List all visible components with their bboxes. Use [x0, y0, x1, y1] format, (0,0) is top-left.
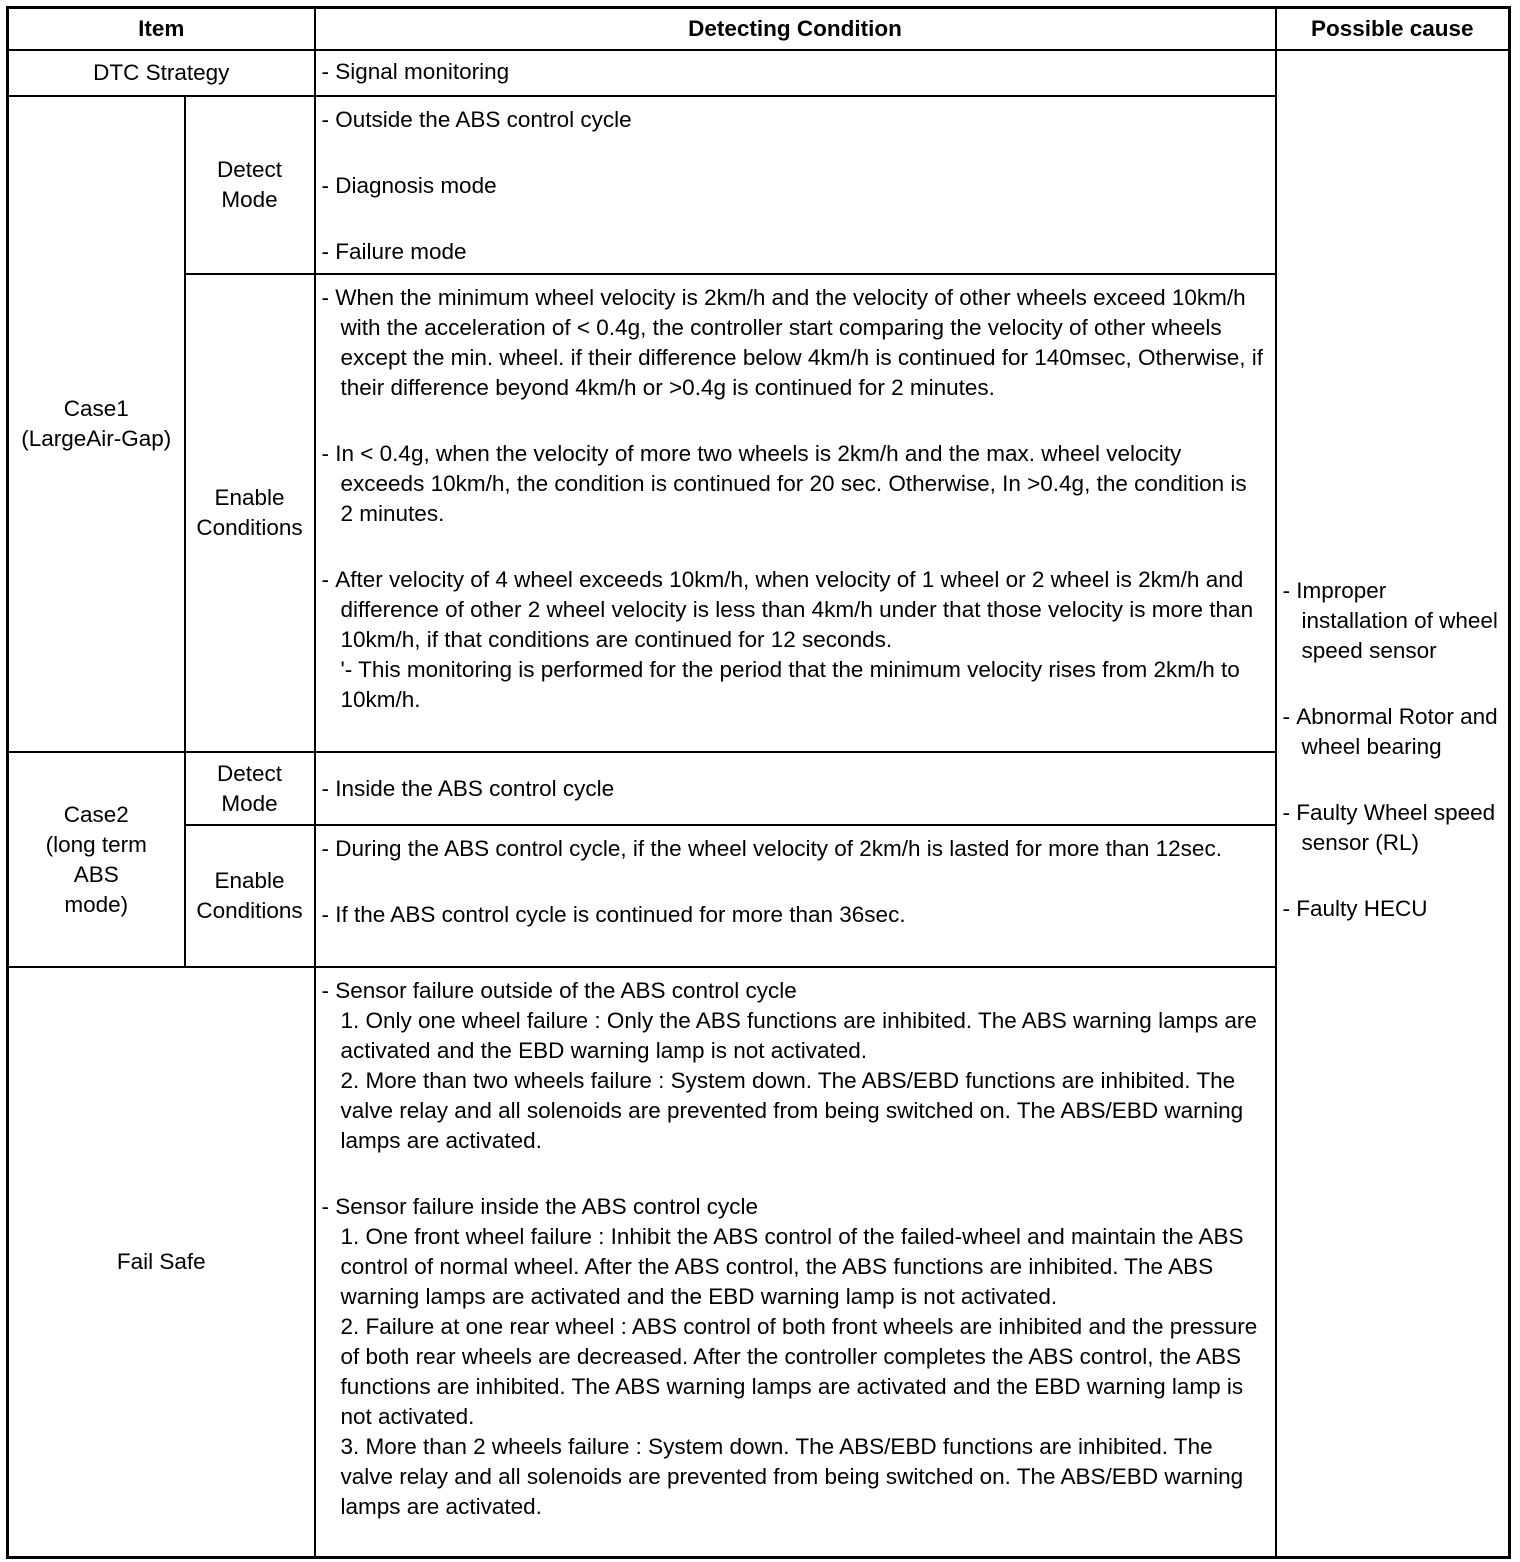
case2-detect-mode-label: Detect Mode [185, 752, 315, 825]
case2-enable-conditions [315, 825, 1276, 967]
fail-safe-conditions [315, 967, 1276, 1557]
condition-item: - After velocity of 4 wheel exceeds 10km/h, when velocity of 1 wheel or 2 wheel is 2km/h and difference of other 2 wheel velocity is less than 4km/h under that those velocity is more than 10km/h, if that conditions are continued for 12 seconds. [321, 567, 1254, 652]
cause-item: - Abnormal Rotor and wheel bearing [1282, 704, 1498, 759]
condition-item: - During the ABS control cycle, if the wheel velocity of 2km/h is lasted for more than 12sec. [321, 836, 1222, 861]
header-row [8, 8, 1510, 51]
case2-label: Case2 (long term ABS mode) [8, 752, 185, 967]
case1-detect-mode [315, 96, 1276, 274]
possible-cause-cell [1276, 50, 1510, 1557]
fail-safe-step: 1. One front wheel failure : Inhibit the ABS control of the failed-wheel and maintain the ABS control of normal wheel. After the ABS control, the ABS functions are inhibited. The ABS warning lamps are activated and the EBD warning lamp is not activated. [340, 1224, 1244, 1309]
cause-item: - Improper installation of wheel speed sensor [1282, 578, 1498, 663]
case1-enable-conditions [315, 274, 1276, 752]
cause-item: - Faulty HECU [1282, 896, 1428, 921]
case2-detect-mode: - Inside the ABS control cycle [315, 752, 1276, 825]
fail-safe-label: Fail Safe [8, 967, 315, 1557]
condition-note: '- This monitoring is performed for the period that the minimum velocity rises from 2km/h to 10km/h. [340, 657, 1240, 712]
fail-safe-step: 1. Only one wheel failure : Only the ABS functions are inhibited. The ABS warning lamps are activated and the EBD warning lamp is not activated. [340, 1008, 1257, 1063]
dtc-table [6, 6, 1511, 1559]
condition-item: - Failure mode [321, 239, 467, 264]
fail-safe-step: 2. More than two wheels failure : System down. The ABS/EBD functions are inhibited. The valve relay and all solenoids are prevented from being switched on. The ABS/EBD warning lamps are activated. [340, 1068, 1244, 1153]
header-cause: Possible cause [1276, 8, 1510, 51]
fail-safe-step: 3. More than 2 wheels failure : System down. The ABS/EBD functions are inhibited. The valve relay and all solenoids are prevented from being switched on. The ABS/EBD warning lamps are activated. [340, 1434, 1244, 1519]
case1-label: Case1 (LargeAir-Gap) [8, 96, 185, 752]
header-item: Item [8, 8, 315, 51]
condition-item: - Diagnosis mode [321, 173, 497, 198]
case1-detect-mode-label: Detect Mode [185, 96, 315, 274]
cause-item: - Faulty Wheel speed sensor (RL) [1282, 800, 1496, 855]
condition-item: - Sensor failure inside the ABS control cycle [321, 1194, 758, 1219]
dtc-strategy-value: - Signal monitoring [315, 50, 1276, 96]
condition-item: - When the minimum wheel velocity is 2km/h and the velocity of other wheels exceed 10km/h with the acceleration of < 0.4g, the controller start comparing the velocity of other wheels except the min. wheel. if their difference below 4km/h is continued for 140msec, Otherwise, if their difference beyond 4km/h or >0.4g is continued for 2 minutes. [321, 285, 1264, 400]
dtc-strategy-label: DTC Strategy [8, 50, 315, 96]
condition-item: - In < 0.4g, when the velocity of more two wheels is 2km/h and the max. wheel velocity exceeds 10km/h, the condition is continued for 20 sec. Otherwise, In >0.4g, the condition is 2 minutes. [321, 441, 1247, 526]
dtc-strategy-row [8, 50, 1510, 96]
case2-enable-label: Enable Conditions [185, 825, 315, 967]
header-condition: Detecting Condition [315, 8, 1276, 51]
case1-enable-label: Enable Conditions [185, 274, 315, 752]
fail-safe-step: 2. Failure at one rear wheel : ABS control of both front wheels are inhibited and the pressure of both rear wheels are decreased. After the controller completes the ABS control, the ABS functions are inhibited. The ABS warning lamps are activated and the EBD warning lamp is not activated. [340, 1314, 1258, 1429]
condition-item: - If the ABS control cycle is continued for more than 36sec. [321, 902, 906, 927]
condition-item: - Sensor failure outside of the ABS control cycle [321, 978, 797, 1003]
condition-item: - Outside the ABS control cycle [321, 107, 632, 132]
